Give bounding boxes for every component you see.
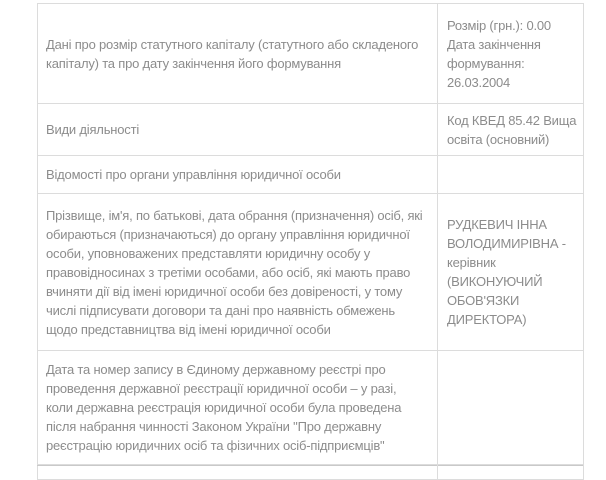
table-row-statute-capital [38, 4, 584, 104]
row-label-statute-capital [38, 4, 438, 104]
value-formation-end-date: Дата закінчення формування: 26.03.2004 [447, 36, 541, 90]
table-row-partial [38, 466, 584, 480]
label-text: Дата та номер запису в Єдиному державному реєстрі про проведення державної реєстрації юридичної особи – у разі, коли державна реєстрація юридичної особи була проведена після набрання чинності Законом України "Про державну реєстрацію юридичних осіб та фізичних осіб-підприємців" [46, 362, 402, 453]
value-capital-size: Розмір (грн.): 0.00 [447, 17, 551, 33]
row-value-statute-capital [438, 4, 584, 104]
value-director-name: РУДКЕВИЧ ІННА ВОЛОДИМИРІВНА - керівник (ВИКОНУЮЧИЙ ОБОВ'ЯЗКИ ДИРЕКТОРА) [447, 217, 566, 327]
table-row-representatives [38, 194, 584, 351]
table-row-activities [38, 104, 584, 156]
label-text: Відомості про органи управління юридичної особи [46, 167, 341, 182]
row-label-activities [38, 104, 438, 156]
label-text: Види діяльності [46, 122, 140, 137]
label-text: Дані про розмір статутного капіталу (статутного або складеного капіталу) та про дату закінчення його формування [46, 36, 419, 71]
row-label-governing-bodies [38, 156, 438, 194]
row-label-representatives [38, 194, 438, 351]
row-value-registration-record-empty [438, 351, 584, 465]
partial-row-value-cell [438, 466, 584, 480]
registry-extract-next-table-partial [37, 465, 584, 480]
table-row-governing-bodies [38, 156, 584, 194]
row-value-representatives [438, 194, 584, 351]
value-kved-code: Код КВЕД 85.42 Вища освіта (основний) [447, 112, 577, 147]
partial-row-label-cell [38, 466, 438, 480]
registry-extract [37, 3, 583, 480]
registry-extract-table [37, 3, 584, 465]
row-value-governing-bodies-empty [438, 156, 584, 194]
label-text: Прізвище, ім'я, по батькові, дата обрання (призначення) осіб, які обираються (призначаються) до органу управління юридичної особи, уповноважених представляти юридичну особу у правовідносинах з третіми особами, або осіб, які мають право вчиняти дії від імені юридичної особи без довіреності, у тому числі підписувати договори та дані про наявність обмежень щодо представництва від імені юридичної особи [46, 207, 423, 337]
table-row-registration-record [38, 351, 584, 465]
row-value-activities [438, 104, 584, 156]
row-label-registration-record [38, 351, 438, 465]
